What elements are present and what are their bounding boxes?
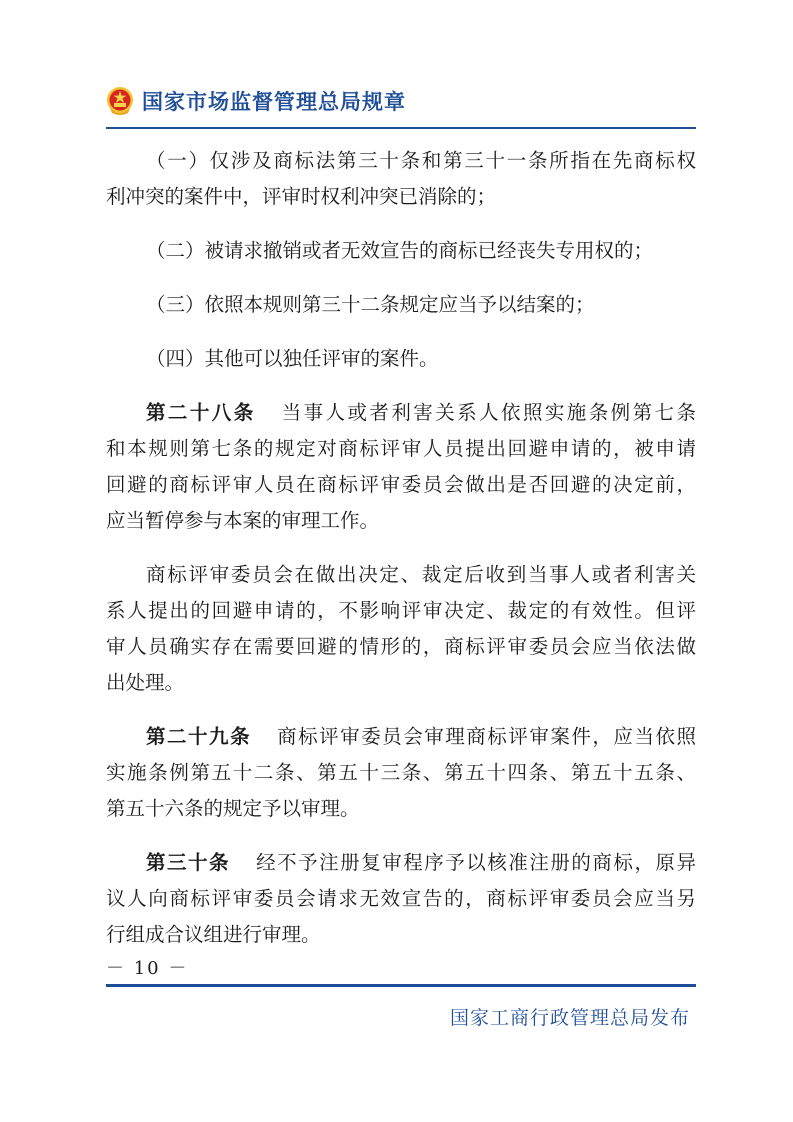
text-line: 系人提出的回避申请的，不影响评审决定、裁定的有效性。但评: [106, 599, 696, 622]
paragraph-item-2: （二）被请求撤销或者无效宣告的商标已经丧失专用权的；: [146, 239, 654, 262]
text-line: 商标评审委员会审理商标评审案件，应当依照: [277, 725, 696, 748]
paragraph-item-4: （四）其他可以独任评审的案件。: [146, 347, 439, 370]
article-29: [106, 719, 696, 827]
text-line: 第五十六条的规定予以审理。: [106, 797, 360, 820]
article-28: [106, 395, 696, 539]
text-line: 行组成合议组进行审理。: [106, 923, 321, 946]
regulation-body: [106, 143, 696, 953]
text-line: 利冲突的案件中，评审时权利冲突已消除的；: [106, 185, 497, 208]
text-line: 审人员确实存在需要回避的情形的，商标评审委员会应当依法做: [106, 635, 696, 658]
text-line: 应当暂停参与本案的审理工作。: [106, 509, 380, 532]
text-line: 议人向商标评审委员会请求无效宣告的，商标评审委员会应当另: [106, 887, 696, 910]
page-number: － 10 －: [106, 958, 189, 979]
text-line: 商标评审委员会在做出决定、裁定后收到当事人或者利害关: [146, 563, 696, 586]
header-title: 国家市场监督管理总局规章: [142, 90, 406, 114]
article-heading: 第二十九条: [146, 725, 252, 748]
article-heading: 第三十条: [146, 851, 231, 874]
article-30: [106, 845, 696, 953]
national-emblem-icon: [106, 86, 134, 116]
footer-publisher: 国家工商行政管理总局发布: [449, 1007, 690, 1029]
text-line: 经不予注册复审程序予以核准注册的商标，原异: [256, 851, 696, 874]
text-line: 出处理。: [106, 671, 185, 694]
text-line: （一）仅涉及商标法第三十条和第三十一条所指在先商标权: [146, 149, 696, 172]
text-line: 回避的商标评审人员在商标评审委员会做出是否回避的决定前，: [106, 473, 696, 496]
paragraph-item-3: （三）依照本规则第三十二条规定应当予以结案的；: [146, 293, 595, 316]
text-line: 实施条例第五十二条、第五十三条、第五十四条、第五十五条、: [106, 761, 696, 784]
paragraph-article-28-2: [106, 557, 696, 701]
text-line: 当事人或者利害关系人依照实施条例第七条: [281, 401, 696, 424]
paragraph-item-1: [106, 143, 696, 215]
text-line: 和本规则第七条的规定对商标评审人员提出回避申请的，被申请: [106, 437, 696, 460]
article-heading: 第二十八条: [146, 401, 256, 424]
page-header: [106, 86, 406, 116]
header-divider: [106, 127, 696, 129]
footer-divider: [106, 984, 696, 987]
